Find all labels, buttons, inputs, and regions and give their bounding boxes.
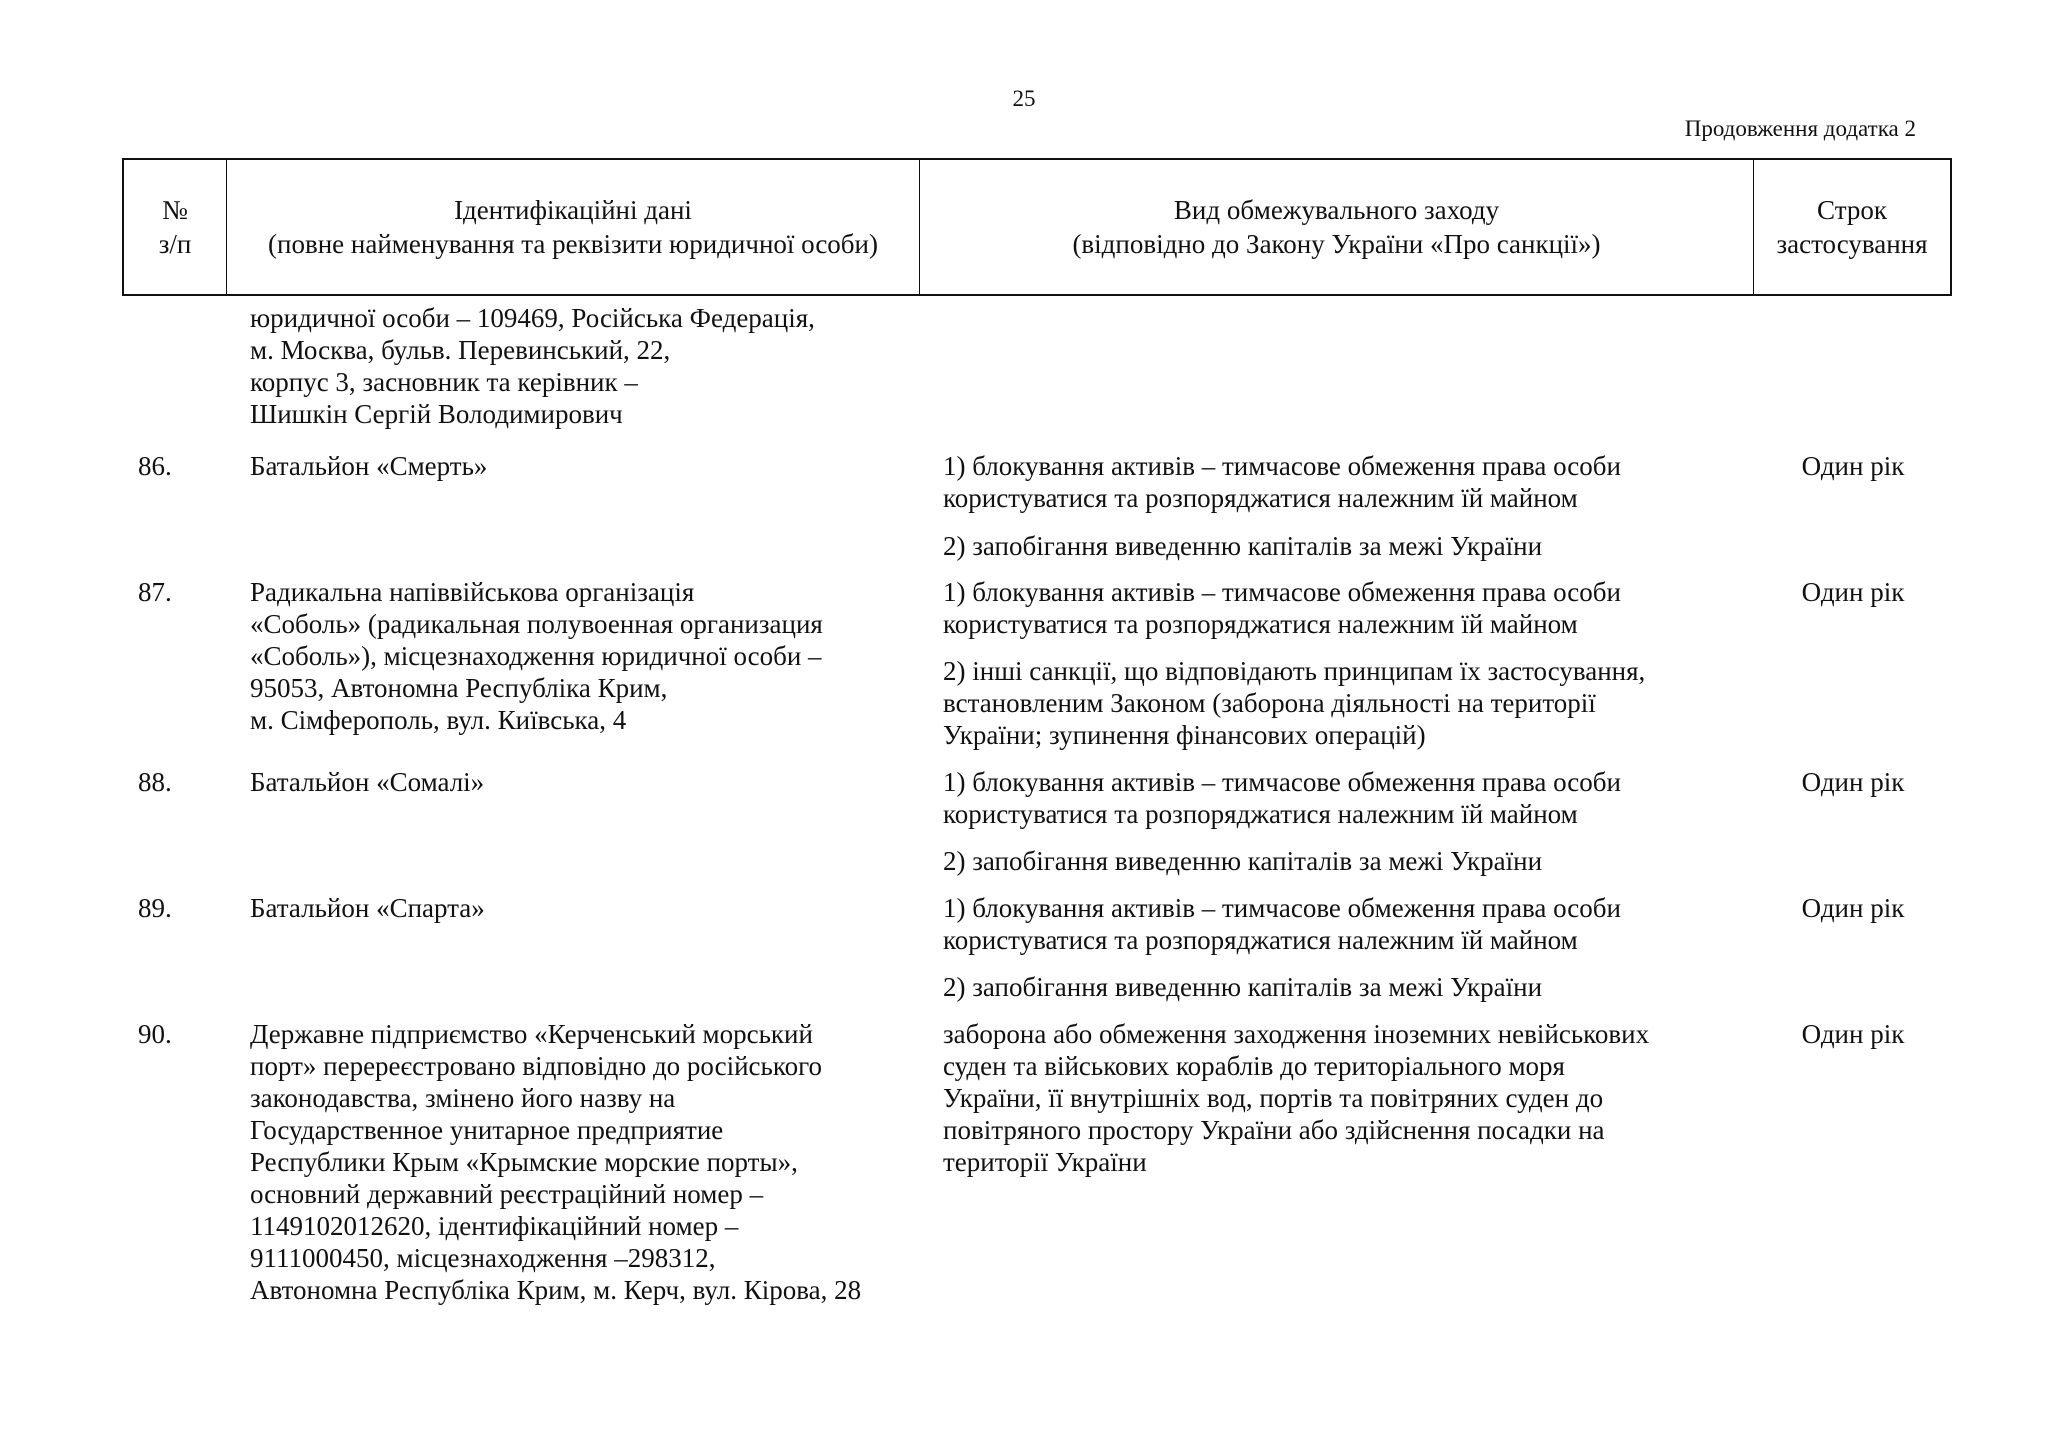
text-line: м. Москва, бульв. Перевинський, 22, — [250, 335, 671, 365]
row-measure — [943, 530, 1542, 562]
row-measure — [943, 766, 1621, 830]
text-line: користуватися та розпоряджатися належним їй майном — [943, 925, 1578, 955]
text-line: Государственное унитарное предприятие — [250, 1115, 724, 1145]
header-term-column — [1754, 160, 1950, 294]
table-header — [122, 158, 1952, 296]
row-term: Один рік — [1801, 767, 1905, 797]
row-number: 89. — [138, 893, 172, 923]
text-line: заборона або обмеження заходження іноземних невійськових — [943, 1019, 1650, 1049]
text-line: Батальйон «Сомалі» — [250, 767, 485, 797]
text-line: «Соболь»), місцезнаходження юридичної особи – — [250, 641, 822, 671]
text-line: 2) запобігання виведенню капіталів за межі України — [943, 846, 1543, 876]
text-line: користуватися та розпоряджатися належним їй майном — [943, 483, 1578, 513]
text-line: Республики Крым «Крымские морские порты», — [250, 1147, 798, 1177]
row-measure — [943, 576, 1621, 640]
text-line: України, її внутрішніх вод, портів та повітряних суден до — [943, 1083, 1604, 1113]
row-measure — [943, 450, 1621, 514]
header-text: Строк — [1817, 195, 1887, 225]
row-number: 86. — [138, 451, 172, 481]
text-line: території України — [943, 1147, 1147, 1177]
row-number: 88. — [138, 767, 172, 797]
text-line: Батальйон «Спарта» — [250, 893, 485, 923]
text-line: 2) інші санкції, що відповідають принципам їх застосування, — [943, 656, 1646, 686]
header-text: Вид обмежувального заходу — [1173, 195, 1500, 225]
text-line: 1) блокування активів – тимчасове обмеження права особи — [943, 767, 1621, 797]
text-line: 1149102012620, ідентифікаційний номер – — [250, 1211, 739, 1241]
text-line: м. Сімферополь, вул. Київська, 4 — [250, 705, 627, 735]
row-measure — [943, 655, 1645, 751]
header-text: з/п — [158, 229, 192, 259]
text-line: основний державний реєстраційний номер – — [250, 1179, 764, 1209]
text-line: 95053, Автономна Республіка Крим, — [250, 673, 668, 703]
header-identification-column — [227, 160, 920, 294]
row-identification — [250, 1018, 861, 1306]
continued-identification — [250, 302, 815, 430]
row-measure — [943, 845, 1542, 877]
text-line: 1) блокування активів – тимчасове обмеження права особи — [943, 893, 1621, 923]
row-term: Один рік — [1801, 451, 1905, 481]
text-line: користуватися та розпоряджатися належним їй майном — [943, 799, 1578, 829]
header-text: (повне найменування та реквізити юридичної особи) — [268, 229, 878, 259]
text-line: користуватися та розпоряджатися належним їй майном — [943, 609, 1578, 639]
row-identification — [250, 450, 487, 482]
row-number: 90. — [138, 1019, 172, 1049]
text-line: встановленим Законом (заборона діяльності на території — [943, 688, 1596, 718]
row-identification — [250, 576, 823, 736]
row-measure — [943, 971, 1542, 1003]
header-text: застосування — [1776, 229, 1928, 259]
row-term: Один рік — [1801, 1019, 1905, 1049]
text-line: юридичної особи – 109469, Російська Федерація, — [250, 303, 815, 333]
row-number: 87. — [138, 577, 172, 607]
text-line: 1) блокування активів – тимчасове обмеження права особи — [943, 577, 1621, 607]
text-line: «Соболь» (радикальная полувоенная организация — [250, 609, 823, 639]
text-line: Батальйон «Смерть» — [250, 451, 488, 481]
row-term: Один рік — [1801, 577, 1905, 607]
text-line: 2) запобігання виведенню капіталів за межі України — [943, 972, 1543, 1002]
text-line: України; зупинення фінансових операцій) — [943, 720, 1426, 750]
text-line: корпус 3, засновник та керівник – — [250, 367, 638, 397]
row-identification — [250, 766, 484, 798]
row-identification — [250, 892, 485, 924]
text-line: Радикальна напіввійськова організація — [250, 577, 695, 607]
row-measure — [943, 892, 1621, 956]
page-number: 25 — [1012, 86, 1036, 111]
text-line: Шишкін Сергій Володимирович — [250, 399, 623, 429]
text-line: Державне підприємство «Керченський морський — [250, 1019, 813, 1049]
header-number-column — [124, 160, 227, 294]
continuation-note: Продовження додатка 2 — [1684, 116, 1916, 141]
header-text: (відповідно до Закону України «Про санкції») — [1072, 229, 1601, 259]
text-line: 1) блокування активів – тимчасове обмеження права особи — [943, 451, 1621, 481]
header-measure-column — [920, 160, 1754, 294]
text-line: Автономна Республіка Крим, м. Керч, вул. Кірова, 28 — [250, 1275, 862, 1305]
text-line: порт» перереєстровано відповідно до російського — [250, 1051, 822, 1081]
header-text: № — [162, 195, 188, 225]
text-line: повітряного простору України або здійснення посадки на — [943, 1115, 1605, 1145]
text-line: 2) запобігання виведенню капіталів за межі України — [943, 531, 1543, 561]
text-line: 9111000450, місцезнаходження –298312, — [250, 1243, 716, 1273]
header-text: Ідентифікаційні дані — [454, 195, 692, 225]
row-measure — [943, 1018, 1649, 1178]
text-line: суден та військових кораблів до територіального моря — [943, 1051, 1565, 1081]
row-term: Один рік — [1801, 893, 1905, 923]
text-line: законодавства, змінено його назву на — [250, 1083, 676, 1113]
